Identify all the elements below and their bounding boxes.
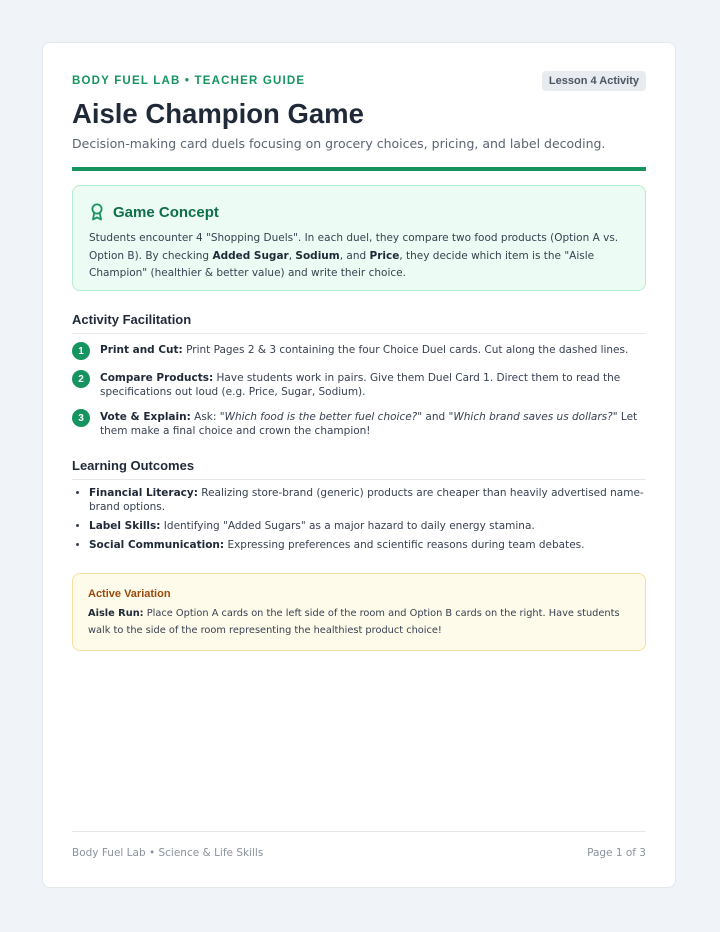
step-body: Ask: (190, 411, 220, 423)
outcome-text: Expressing preferences and scientific reasons during team debates. (224, 539, 585, 551)
step-body: Print Pages 2 & 3 containing the four Choice Duel cards. Cut along the dashed lines. (182, 344, 629, 356)
page-content (72, 43, 646, 887)
game-concept-text (89, 230, 629, 283)
step-body: and (422, 411, 449, 423)
step-body: Let them make a final choice and crown the champion! (100, 411, 638, 437)
facilitation-step (72, 410, 646, 438)
step-body: Have students work in pairs. Give them Duel Card 1. Direct them to read the specifications out loud (e.g. Price, Sugar, Sodium). (100, 372, 621, 398)
step-number: 2 (72, 370, 90, 388)
award-icon (89, 203, 105, 221)
concept-bold-sodium: Sodium (295, 249, 340, 262)
page-number: Page 1 of 3 (587, 847, 646, 859)
game-concept-title: Game Concept (113, 203, 219, 221)
facilitation-heading: Activity Facilitation (72, 312, 646, 334)
list-item (89, 538, 646, 552)
step-text (100, 410, 646, 438)
step-label: Compare Products: (100, 372, 214, 384)
step-number: 1 (72, 342, 90, 360)
concept-bold-price: Price (369, 249, 400, 262)
title-divider (72, 167, 646, 171)
variation-title: Active Variation (88, 588, 171, 600)
concept-bold-sugar: Added Sugar (212, 249, 289, 262)
step-quote: "Which food is the better fuel choice?" (219, 411, 423, 423)
active-variation-box (72, 573, 646, 651)
variation-text (88, 606, 630, 639)
game-concept-box (72, 185, 646, 291)
facilitation-step (72, 343, 646, 360)
outcome-label: Financial Literacy: (89, 487, 198, 499)
list-item (89, 519, 646, 533)
outcome-text: Identifying "Added Sugars" as a major hazard to daily energy stamina. (160, 520, 535, 532)
game-concept-header (89, 202, 629, 222)
page-title: Aisle Champion Game (72, 98, 364, 129)
step-label: Vote & Explain: (100, 411, 191, 423)
footer-divider (72, 831, 646, 832)
step-label: Print and Cut: (100, 344, 183, 356)
outcome-label: Label Skills: (89, 520, 161, 532)
outcome-text: Realizing store-brand (generic) products are cheaper than heavily advertised name-brand options. (89, 487, 644, 513)
footer-label: Body Fuel Lab • Science & Life Skills (72, 847, 264, 859)
outcomes-heading: Learning Outcomes (72, 458, 646, 480)
concept-text-part: , and (339, 249, 370, 262)
concept-text-part: Students encounter 4 "Shopping Duels". In each duel, they compare two food products (Option A vs. Option B). By checking (89, 232, 619, 262)
step-text (100, 343, 628, 360)
concept-text-part: , (288, 249, 296, 262)
outcomes-list (72, 486, 646, 557)
step-text (100, 371, 646, 399)
step-quote: "Which brand saves us dollars?" (448, 411, 618, 423)
concept-text-part: , they decide which item is the "Aisle Champion" (healthier & better value) and write their choice. (89, 249, 595, 279)
facilitation-step (72, 371, 646, 399)
variation-label: Aisle Run: (88, 608, 144, 619)
list-item (89, 486, 646, 514)
guide-page (42, 42, 676, 888)
page-kicker: BODY FUEL LAB • TEACHER GUIDE (72, 75, 306, 87)
outcome-label: Social Communication: (89, 539, 225, 551)
page-subtitle: Decision-making card duels focusing on grocery choices, pricing, and label decoding. (72, 136, 606, 151)
step-number: 3 (72, 409, 90, 427)
variation-body: Place Option A cards on the left side of the room and Option B cards on the right. Have students walk to the side of the room representing the healthiest product choice! (88, 608, 620, 636)
lesson-badge: Lesson 4 Activity (542, 71, 646, 91)
